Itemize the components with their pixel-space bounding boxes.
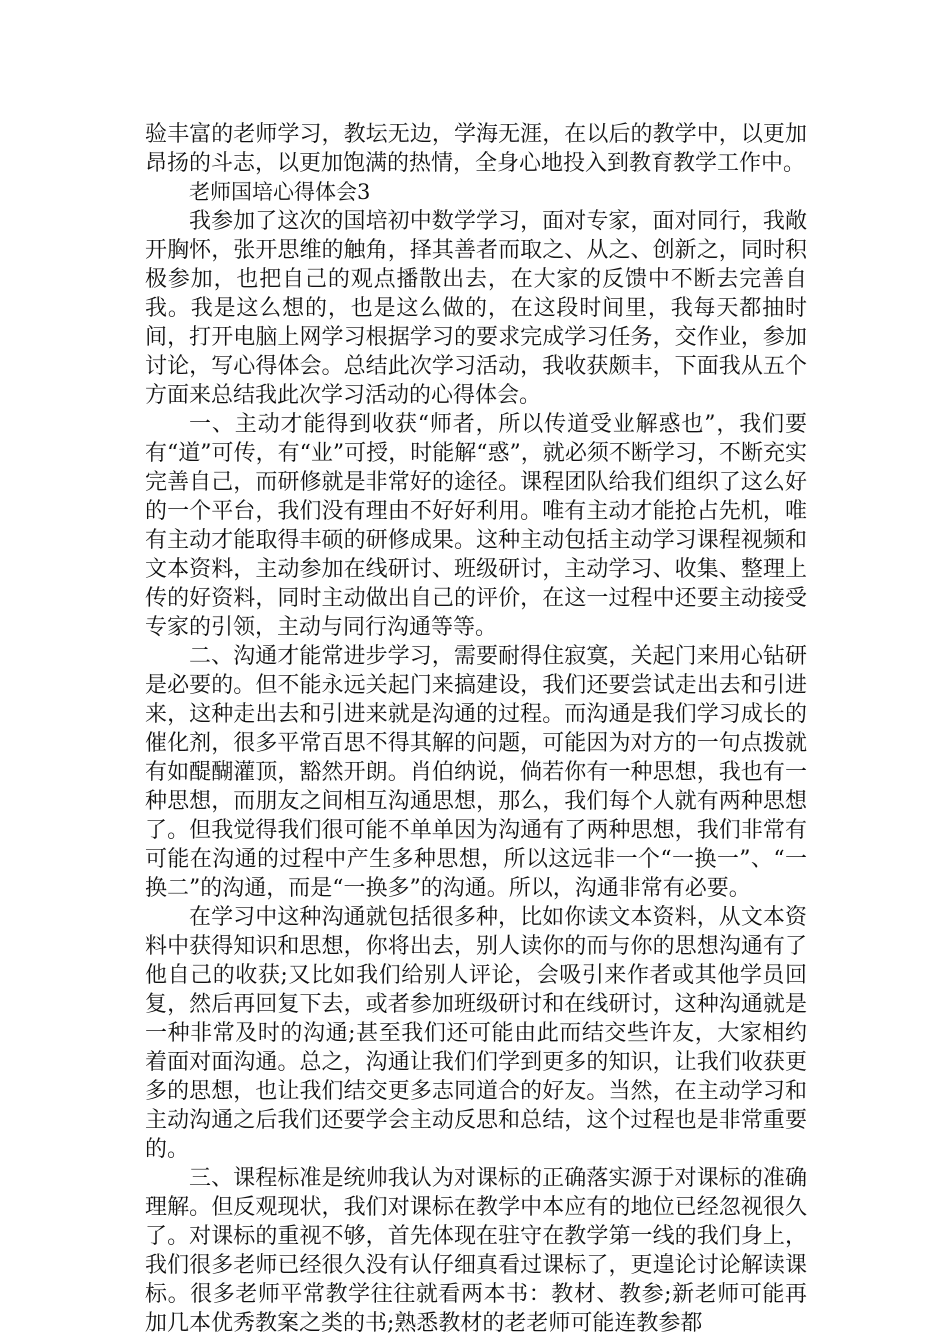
paragraph-point-two: 二、沟通才能常进步学习，需要耐得住寂寞，关起门来用心钻研是必要的。但不能永远关起门来搞建设，我们还要尝试走出去和引进来，这种走出去和引进来就是沟通的过程。而沟通是我们学习成长的催化剂，很多平常百思不得其解的问题，可能因为对方的一句点拨就有如醍醐灌顶，豁然开朗。肖伯纳说，倘若你有一种思想，我也有一种思想，而朋友之间相互沟通思想，那么，我们每个人就有两种思想了。但我觉得我们很可能不单单因为沟通有了两种思想，我们非常有可能在沟通的过程中产生多种思想，所以这远非一个“一换一”、“一换二”的沟通，而是“一换多”的沟通。所以，沟通非常有必要。 bbox=[145, 644, 807, 901]
document-body bbox=[145, 120, 807, 1338]
paragraph-intro: 我参加了这次的国培初中数学学习，面对专家，面对同行，我敞开胸怀，张开思维的触角，择其善者而取之、从之、创新之，同时积极参加，也把自己的观点播散出去，在大家的反馈中不断去完善自我。我是这么想的，也是这么做的，在这段时间里，我每天都抽时间，打开电脑上网学习根据学习的要求完成学习任务，交作业，参加讨论，写心得体会。总结此次学习活动，我收获颇丰，下面我从五个方面来总结我此次学习活动的心得体会。 bbox=[145, 209, 807, 408]
paragraph-continuation: 验丰富的老师学习，教坛无边，学海无涯，在以后的教学中，以更加昂扬的斗志，以更加饱满的热情，全身心地投入到教育教学工作中。 bbox=[145, 122, 807, 176]
paragraph-point-three: 三、课程标准是统帅我认为对课标的正确落实源于对课标的准确理解。但反观现状，我们对课标在教学中本应有的地位已经忽视很久了。对课标的重视不够，首先体现在驻守在教学第一线的我们身上，我们很多老师已经很久没有认仔细真看过课标了，更遑论讨论解读课标。很多老师平常教学往往就看两本书：教材、教参;新老师可能再加几本优秀教案之类的书;熟悉教材的老老师可能连教参都 bbox=[145, 1166, 807, 1336]
section-heading: 老师国培心得体会3 bbox=[189, 180, 371, 204]
paragraph-point-one: 一、主动才能得到收获“师者，所以传道受业解惑也”，我们要有“道”可传，有“业”可授，时能解“惑”，就必须不断学习，不断充实完善自己，而研修就是非常好的途径。课程团队给我们组织了这么好的一个平台，我们没有理由不好好利用。唯有主动才能抢占先机，唯有主动才能取得丰硕的研修成果。这种主动包括主动学习课程视频和文本资料，主动参加在线研讨、班级研讨，主动学习、收集、整理上传的好资料，同时主动做出自己的评价，在这一过程中还要主动接受专家的引领，主动与同行沟通等等。 bbox=[145, 412, 807, 640]
paragraph-communication: 在学习中这种沟通就包括很多种，比如你读文本资料，从文本资料中获得知识和思想，你将出去，别人读你的而与你的思想沟通有了他自己的收获;又比如我们给别人评论，会吸引来作者或其他学员回复，然后再回复下去，或者参加班级研讨和在线研讨，这种沟通就是一种非常及时的沟通;甚至我们还可能由此而结交些许友，大家相约着面对面沟通。总之，沟通让我们们学到更多的知识，让我们收获更多的思想，也让我们结交更多志同道合的好友。当然，在主动学习和主动沟通之后我们还要学会主动反思和总结，这个过程也是非常重要的。 bbox=[145, 905, 807, 1162]
